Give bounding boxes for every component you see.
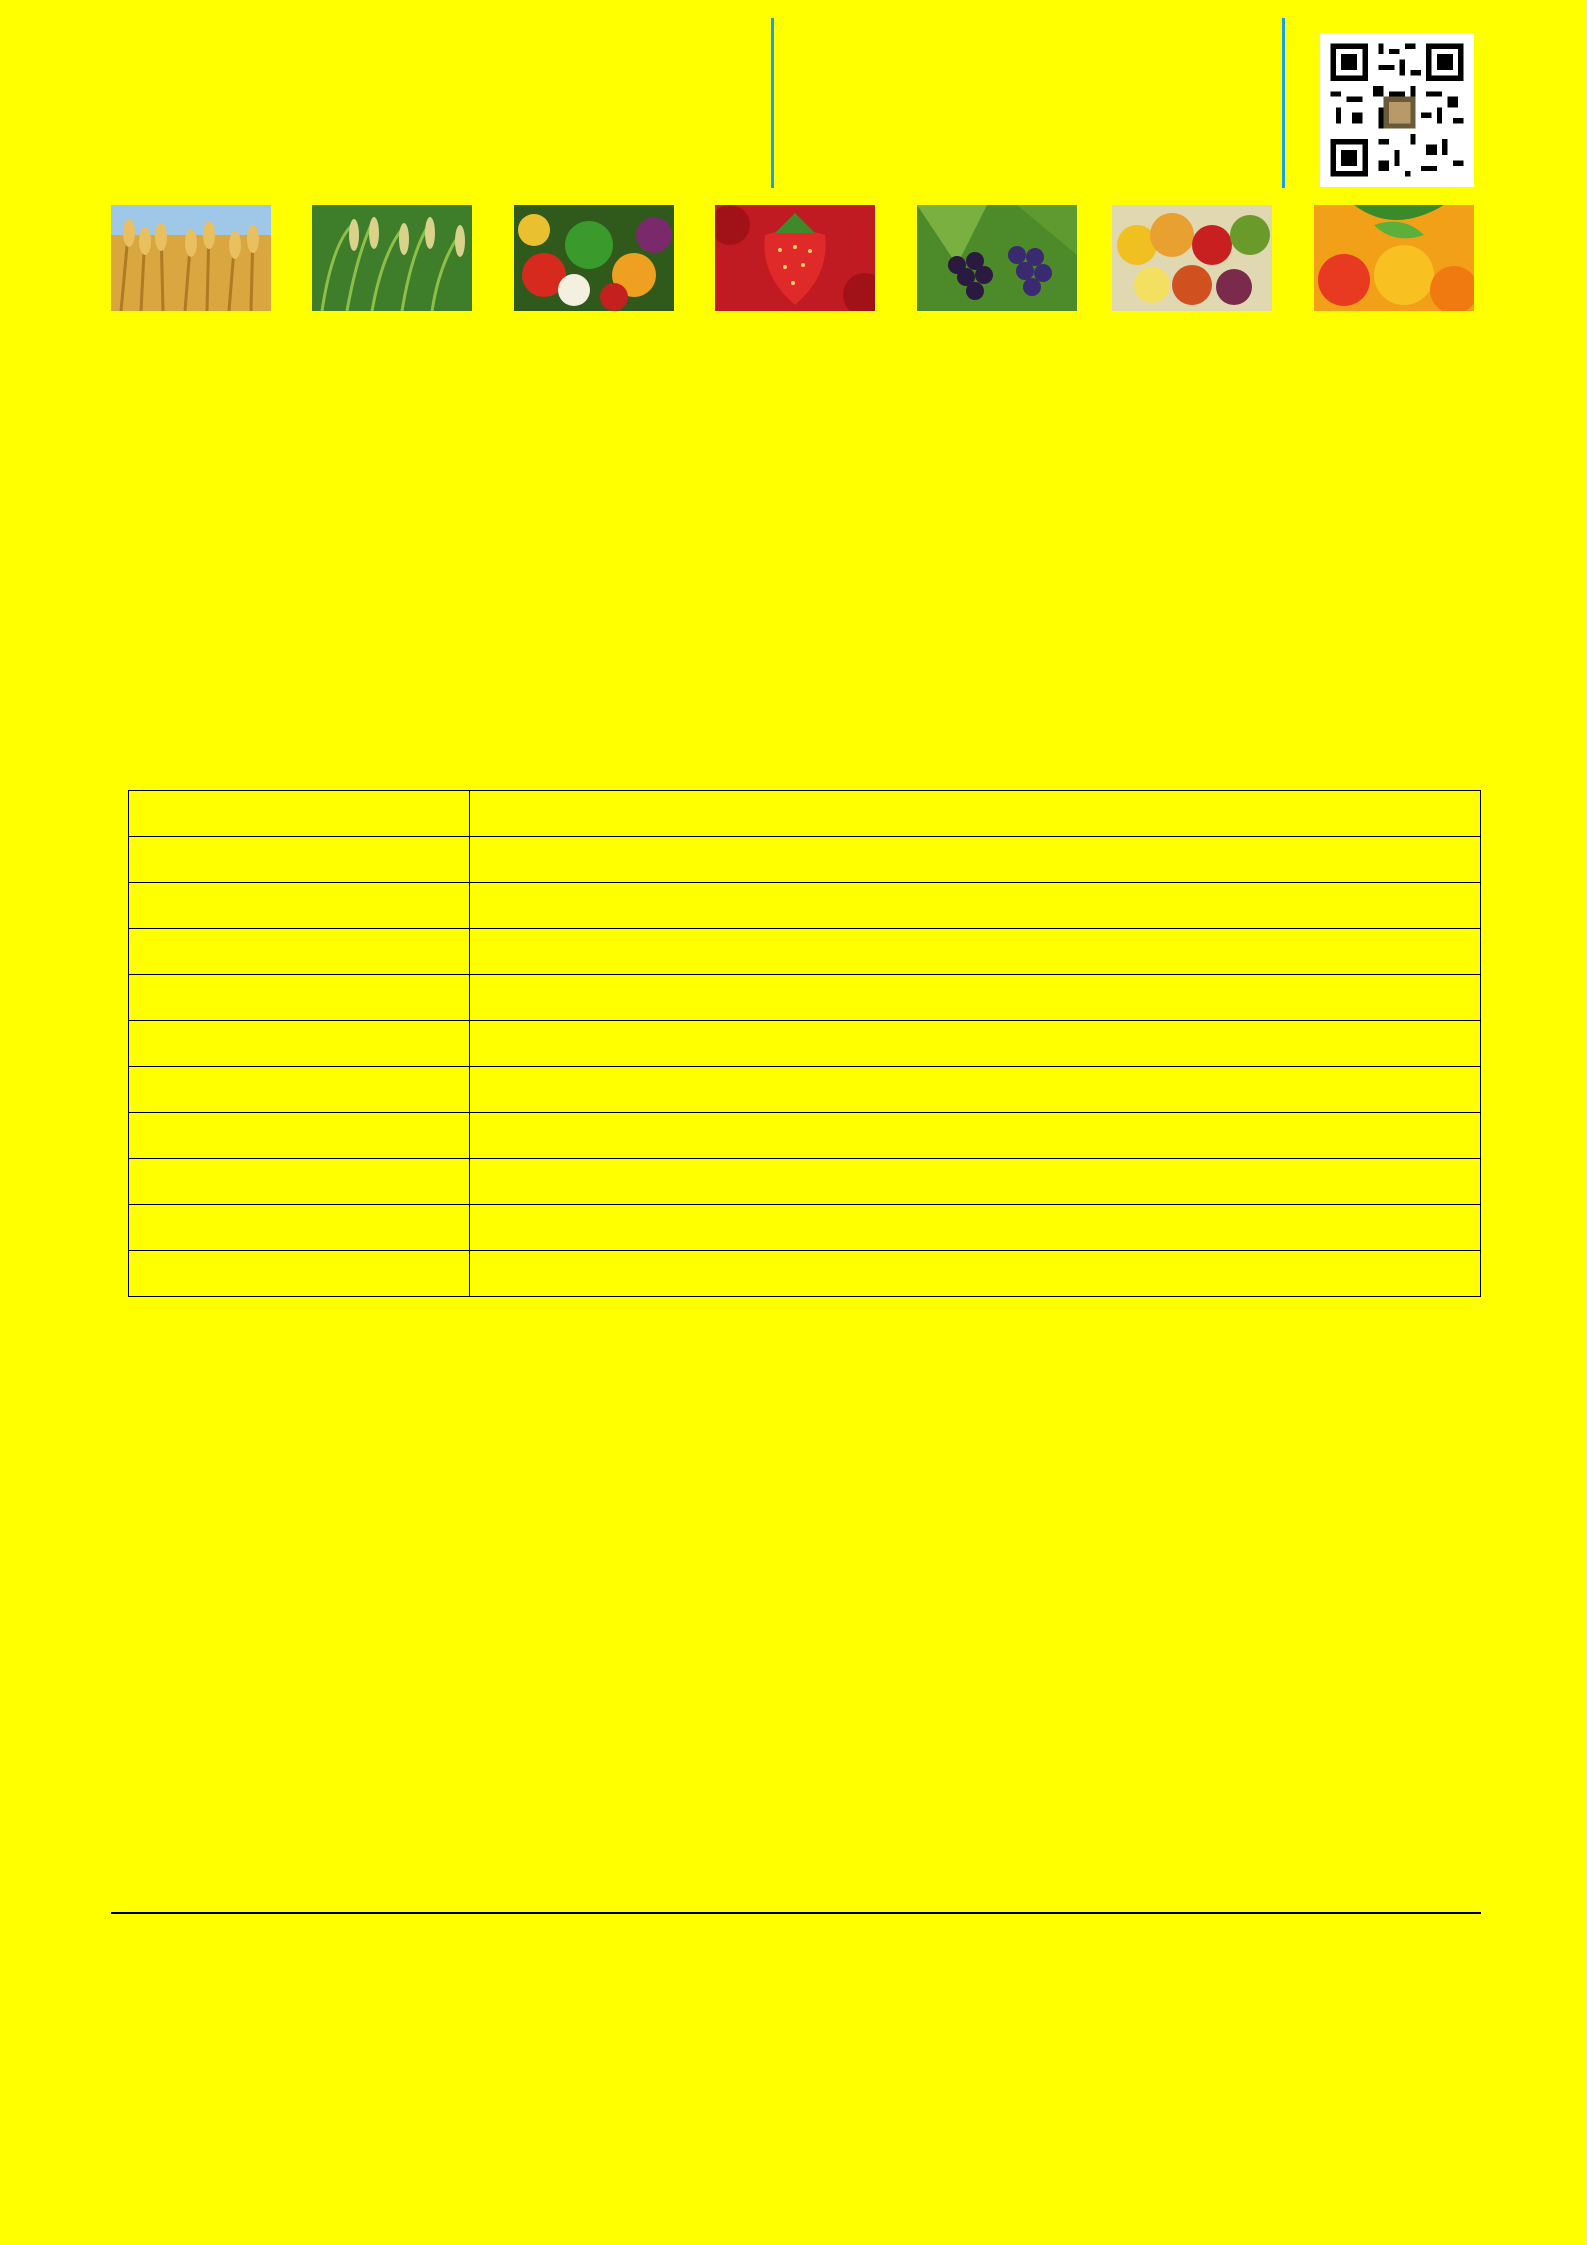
qr-code-icon: [1320, 33, 1474, 187]
spec-value: [470, 837, 1481, 883]
spec-value: [470, 1021, 1481, 1067]
table-row: [129, 1159, 1481, 1205]
rice-photo: [312, 205, 472, 311]
table-row: [129, 791, 1481, 837]
spec-key: [129, 883, 470, 929]
spec-value: [470, 1159, 1481, 1205]
spec-value: [470, 1113, 1481, 1159]
intro-paragraph: [111, 603, 1481, 747]
animal-line: [111, 1578, 1481, 1626]
table-row: [129, 975, 1481, 1021]
animal-line: [111, 1530, 1481, 1578]
table-row: [129, 1251, 1481, 1297]
spec-key: [129, 791, 470, 837]
spec-key: [129, 1159, 470, 1205]
table-row: [129, 1021, 1481, 1067]
vegetables-photo: [514, 205, 674, 311]
animal-line: [111, 1482, 1481, 1530]
animal-line: [111, 1434, 1481, 1482]
spec-key: [129, 1113, 470, 1159]
spec-key: [129, 1021, 470, 1067]
intro-line: [111, 699, 1481, 747]
spec-key: [129, 1251, 470, 1297]
table-row: [129, 929, 1481, 975]
spec-value: [470, 1067, 1481, 1113]
enriched-line: [111, 1868, 1481, 1916]
table-row: [129, 1205, 1481, 1251]
animal-section: [111, 1386, 1481, 1722]
animal-line: [111, 1386, 1481, 1434]
spec-value: [470, 883, 1481, 929]
grapes-photo: [917, 205, 1077, 311]
table-row: [129, 1067, 1481, 1113]
fruit-basket-photo: [1112, 205, 1272, 311]
enriched-line: [111, 1820, 1481, 1868]
spec-value: [470, 929, 1481, 975]
photo-strip-top: [111, 205, 1474, 311]
animal-line: [111, 1626, 1481, 1674]
footer-divider: [111, 1912, 1481, 1914]
spec-value: [470, 975, 1481, 1021]
intro-line: [111, 603, 1481, 651]
photo-strip-bottom: [111, 2008, 1474, 2114]
spec-value: [470, 1251, 1481, 1297]
header-divider: [1282, 18, 1285, 188]
spec-key: [129, 975, 470, 1021]
header-divider: [771, 18, 774, 188]
table-row: [129, 1113, 1481, 1159]
enriched-section: [111, 1772, 1481, 1916]
spec-key: [129, 1067, 470, 1113]
spec-table: [128, 790, 1481, 1297]
strawberry-photo: [715, 205, 875, 311]
enriched-line: [111, 1772, 1481, 1820]
wheat-photo: [111, 205, 271, 311]
spec-value: [470, 791, 1481, 837]
intro-line: [111, 651, 1481, 699]
spec-key: [129, 929, 470, 975]
table-row: [129, 837, 1481, 883]
spec-key: [129, 837, 470, 883]
table-row: [129, 883, 1481, 929]
spec-key: [129, 1205, 470, 1251]
spec-value: [470, 1205, 1481, 1251]
citrus-fruit-photo: [1314, 205, 1474, 311]
animal-line: [111, 1674, 1481, 1722]
